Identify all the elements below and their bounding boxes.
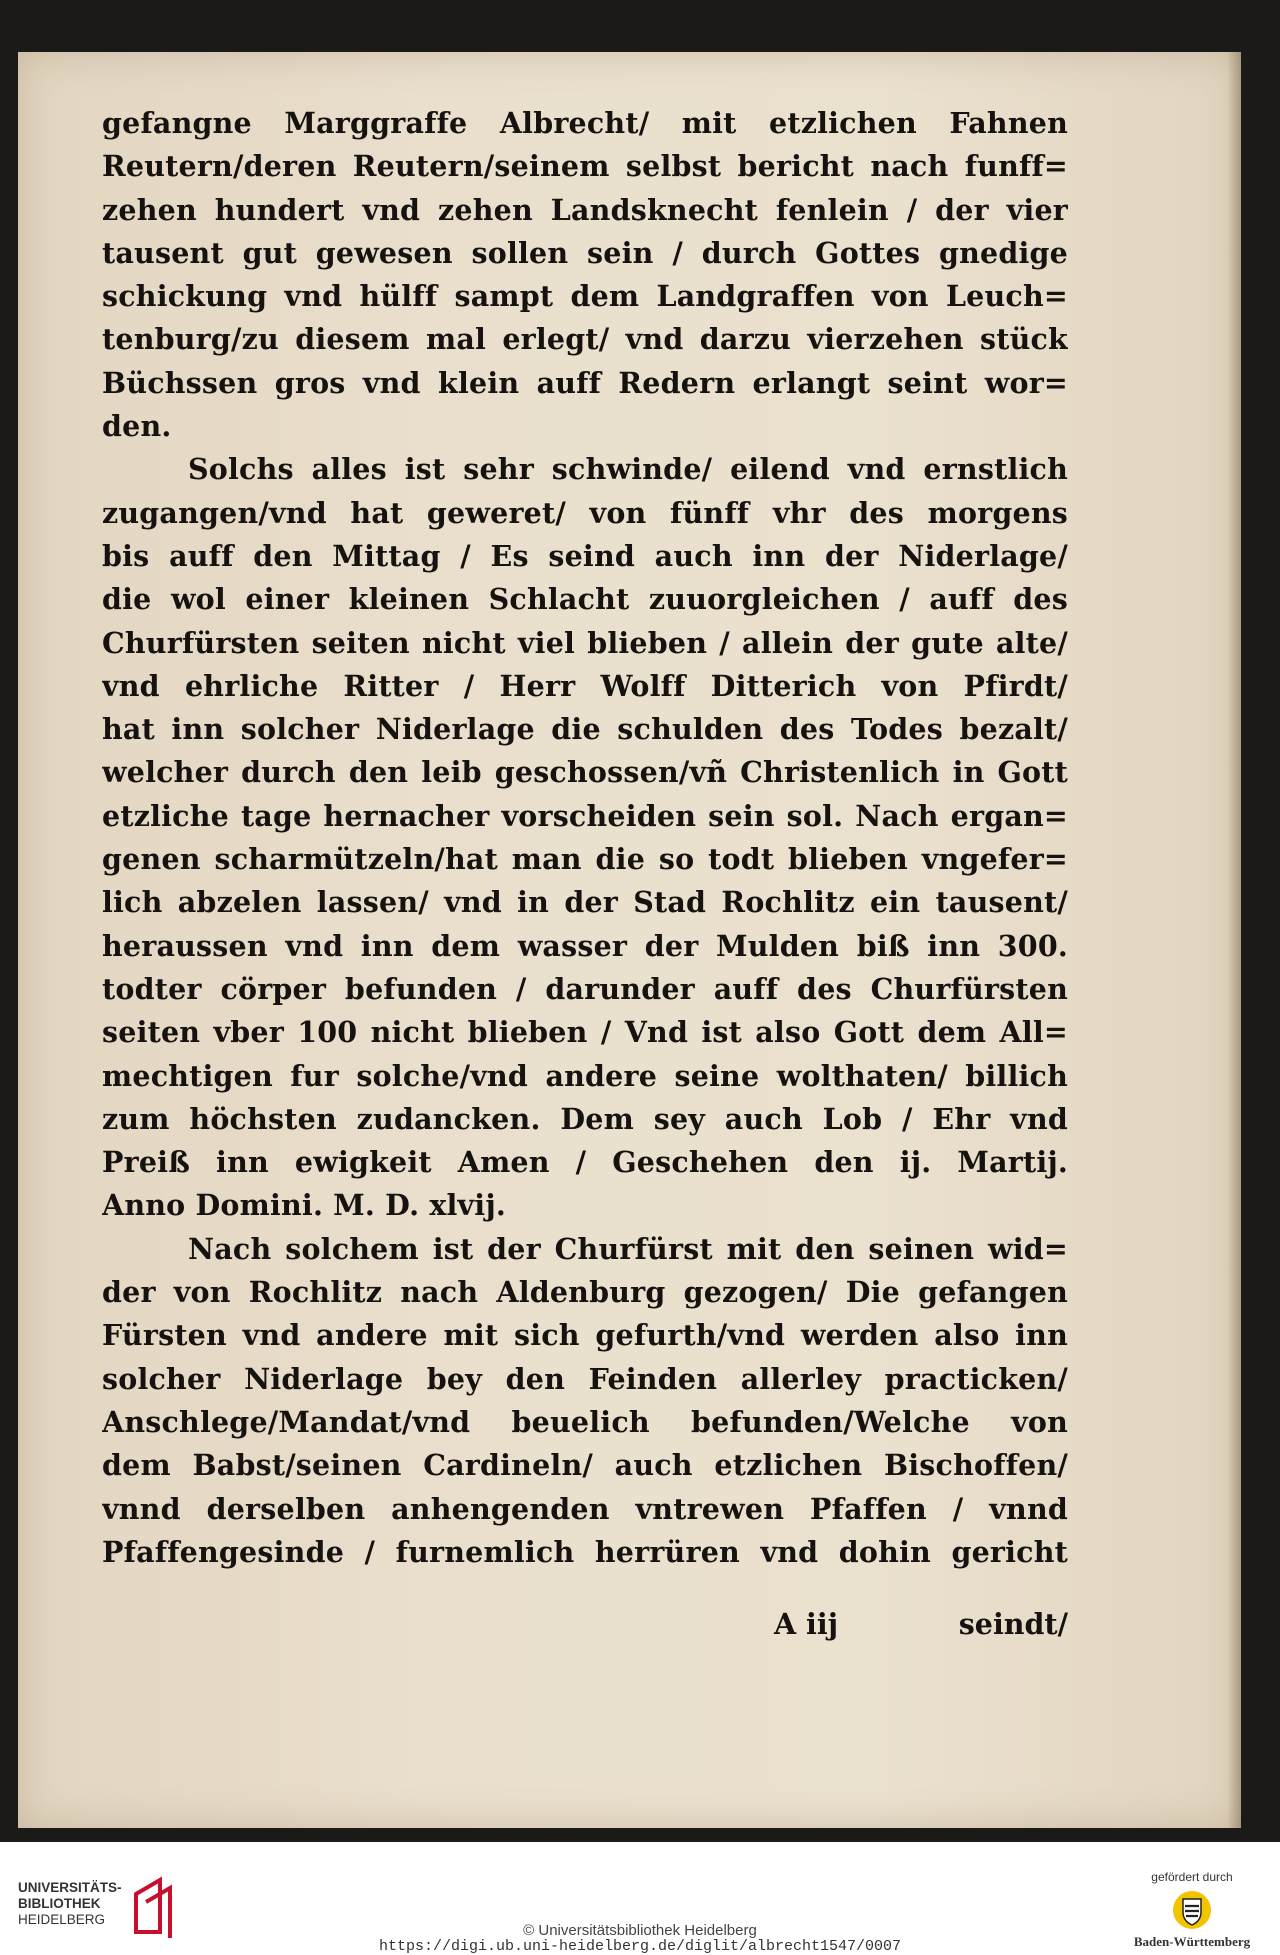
text-line: Fürsten vnd andere mit sich gefurth/vnd werden also inn: [102, 1318, 1068, 1353]
funder-label: gefördert durch: [1151, 1870, 1233, 1884]
text-line: der von Rochlitz nach Aldenburg gezogen/ Die gefangen: [102, 1275, 1068, 1310]
text-line: zehen hundert vnd zehen Landsknecht fenlein / der vier: [102, 192, 1068, 227]
catchword: seindt/: [958, 1607, 1068, 1641]
text-line: Churfürsten seiten nicht viel blieben / allein der gute alte/: [102, 625, 1068, 660]
text-line: heraussen vnd inn dem wasser der Mulden biß inn 300.: [102, 928, 1068, 963]
funder-name: Baden-Württemberg: [1133, 1934, 1251, 1949]
text-line: solcher Niderlage bey den Feinden allerley practicken/: [102, 1361, 1068, 1396]
copyright-notice: © Universitätsbibliothek Heidelberg: [523, 1922, 757, 1939]
text-line: die wol einer kleinen Schlacht zuuorgleichen / auff des: [102, 582, 1068, 617]
text-line: mechtigen fur solche/vnd andere seine wolthaten/ billich: [102, 1058, 1068, 1093]
text-line: gefangne Marggraffe Albrecht/ mit etzlichen Fahnen: [102, 106, 1068, 140]
text-line: zugangen/vnd hat geweret/ von fünff vhr des morgens: [102, 495, 1068, 530]
text-line: Anschlege/Mandat/vnd beuelich befunden/Welche von: [102, 1404, 1068, 1439]
text-line: Anno Domini. M. D. xlvij.: [102, 1188, 506, 1223]
text-line: hat inn solcher Niderlage die schulden des Todes bezalt/: [102, 712, 1068, 747]
text-line: Büchssen gros vnd klein auff Redern erlangt seint wor=: [102, 365, 1068, 400]
logo-text-line: UNIVERSITÄTS-: [18, 1880, 122, 1895]
signature-mark: A iij: [774, 1607, 838, 1641]
page-footer-line: [102, 1603, 1068, 1646]
text-line: vnnd derselben anhengenden vntrewen Pfaffen / vnnd: [102, 1491, 1068, 1526]
text-line: welcher durch den leib geschossen/vñ Christenlich in Gott: [102, 755, 1068, 790]
funder-block: [1122, 1870, 1262, 1950]
text-line: vnd ehrliche Ritter / Herr Wolff Ditterich von Pfirdt/: [102, 668, 1068, 703]
text-line: seiten vber 100 nicht blieben / Vnd ist also Gott dem All=: [102, 1015, 1068, 1050]
permalink-url[interactable]: https://digi.ub.uni-heidelberg.de/diglit/albrecht1547/0007: [378, 1938, 902, 1955]
logo-text-line: BIBLIOTHEK: [18, 1896, 101, 1911]
text-line: tenburg/zu diesem mal erlegt/ vnd darzu vierzehen stück: [102, 322, 1068, 357]
text-line: Pfaffengesinde / furnemlich herrüren vnd dohin gericht: [102, 1534, 1068, 1569]
text-line: dem Babst/seinen Cardineln/ auch etzlichen Bischoffen/: [102, 1448, 1068, 1483]
viewer-footer: [0, 1842, 1280, 1955]
book-page: [18, 52, 1241, 1828]
paragraph-start-line: Solchs alles ist sehr schwinde/ eilend vnd ernstlich: [188, 452, 1068, 487]
text-line: zum höchsten zudancken. Dem sey auch Lob / Ehr vnd: [102, 1101, 1068, 1136]
page-edge-shadow: [1227, 52, 1241, 1828]
text-line: lich abzelen lassen/ vnd in der Stad Rochlitz ein tausent/: [102, 885, 1068, 920]
paragraph-start-line: Nach solchem ist der Churfürst mit den seinen wid=: [188, 1231, 1068, 1266]
text-line: genen scharmützeln/hat man die so todt blieben vngefer=: [102, 842, 1068, 877]
page-text-block: [102, 102, 1068, 1574]
text-line: den.: [102, 409, 172, 444]
text-line: bis auff den Mittag / Es seind auch inn der Niderlage/: [102, 538, 1068, 573]
text-line: tausent gut gewesen sollen sein / durch Gottes gnedige: [102, 235, 1068, 270]
logo-text-line: HEIDELBERG: [18, 1912, 106, 1927]
text-line: todter cörper befunden / darunder auff des Churfürsten: [102, 971, 1068, 1006]
text-line: schickung vnd hülff sampt dem Landgraffen von Leuch=: [102, 279, 1068, 314]
text-line: etzliche tage hernacher vorscheiden sein sol. Nach ergan=: [102, 798, 1068, 833]
coat-of-arms-icon: [1172, 1890, 1212, 1930]
text-line: Reutern/deren Reutern/seinem selbst bericht nach funff=: [102, 149, 1068, 184]
text-line: Preiß inn ewigkeit Amen / Geschehen den ij. Martij.: [102, 1145, 1068, 1180]
library-logo-text[interactable]: [18, 1880, 128, 1928]
